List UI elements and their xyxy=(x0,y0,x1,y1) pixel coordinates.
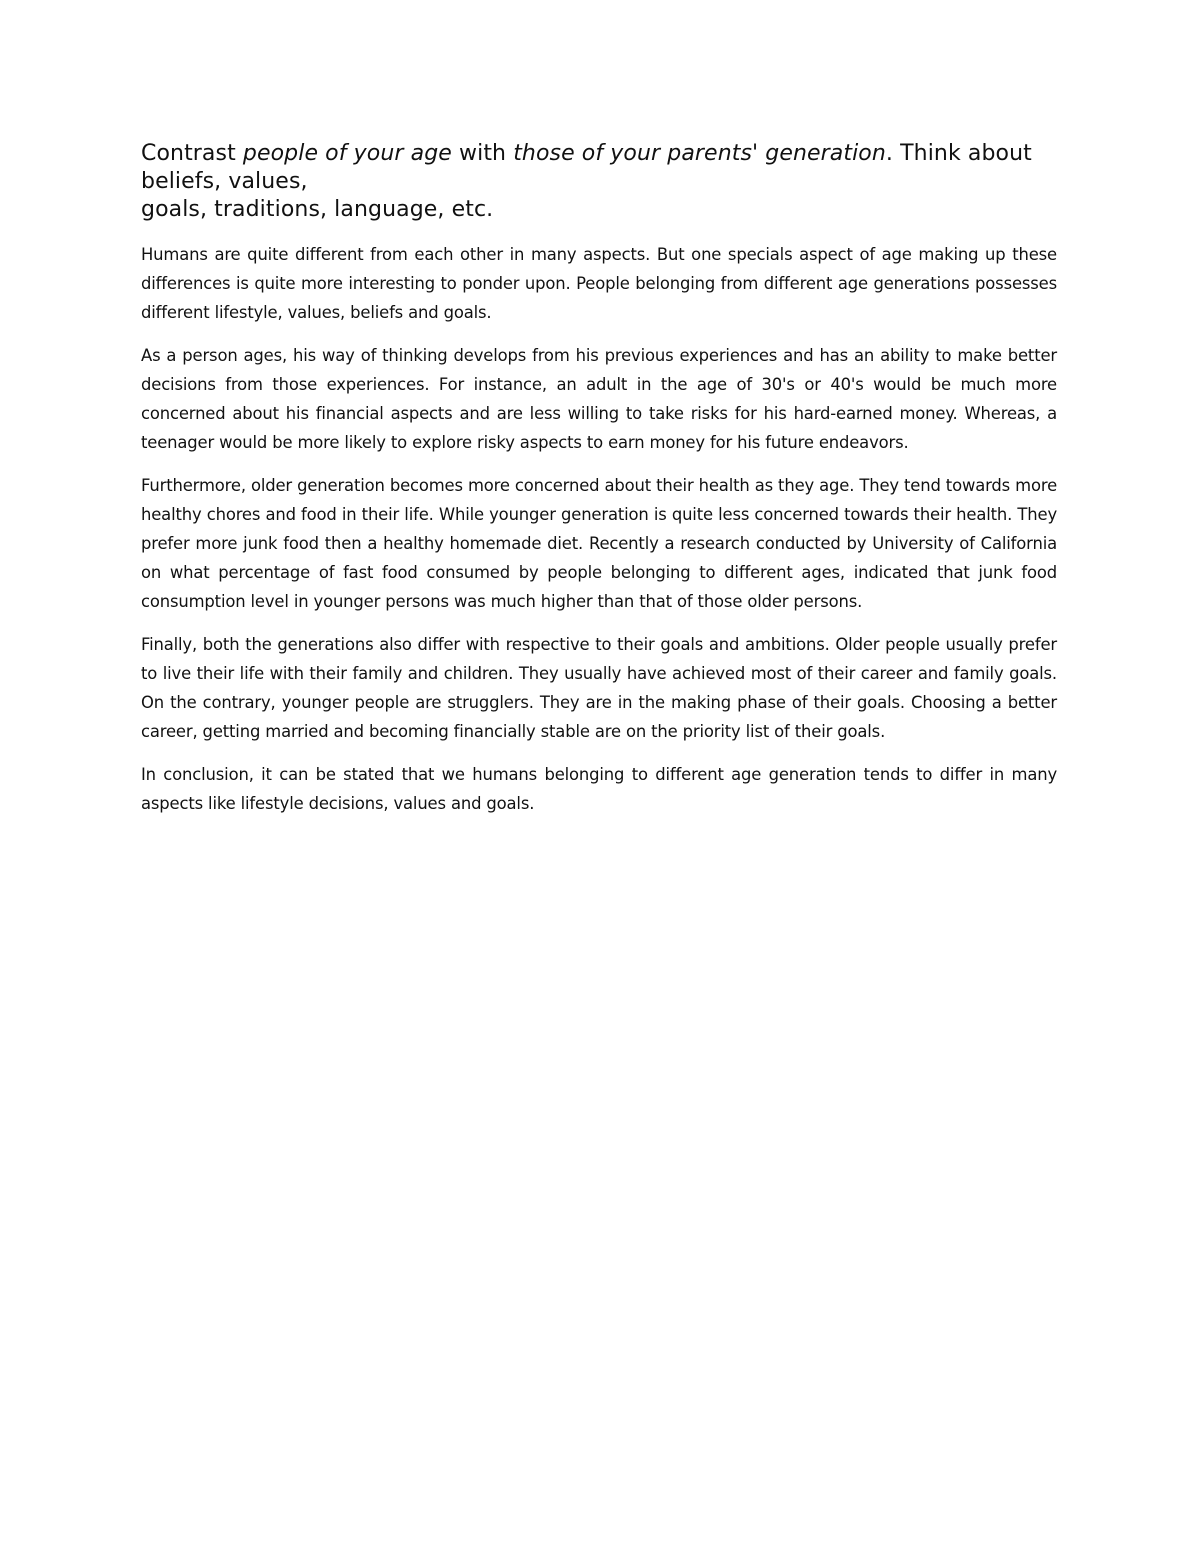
title-text: Contrast xyxy=(141,141,243,166)
paragraph-goals: Finally, both the generations also differ with respective to their goals and ambitions. Older people usually prefer to live their life with their family and children. They usually have achieved most of their career and family goals. On the contrary, younger people are strugglers. They are in the making phase of their goals. Choosing a better career, getting married and becoming financially stable are on the priority list of their goals. xyxy=(141,635,1057,741)
title-text: . Think about beliefs, values, xyxy=(141,141,1032,194)
paragraph-conclusion: In conclusion, it can be stated that we humans belonging to different age generation tends to differ in many aspects like lifestyle decisions, values and goals. xyxy=(141,765,1057,813)
title-text: goals, traditions, language, etc. xyxy=(141,197,494,222)
paragraph-intro: Humans are quite different from each other in many aspects. But one specials aspect of age making up these differences is quite more interesting to ponder upon. People belonging from different age generations possesses different lifestyle, values, beliefs and goals. xyxy=(141,245,1057,322)
title-italic-text: those of your parents' generation xyxy=(513,141,886,166)
document-body xyxy=(141,140,1057,832)
title-italic-text: people of your age xyxy=(242,141,452,166)
paragraph-health: Furthermore, older generation becomes more concerned about their health as they age. They tend towards more healthy chores and food in their life. While younger generation is quite less concerned towards their health. They prefer more junk food then a healthy homemade diet. Recently a research conducted by University of California on what percentage of fast food consumed by people belonging to different ages, indicated that junk food consumption level in younger persons was much higher than that of those older persons. xyxy=(141,476,1057,611)
document-title xyxy=(141,140,1057,224)
paragraph-thinking: As a person ages, his way of thinking develops from his previous experiences and has an ability to make better decisions from those experiences. For instance, an adult in the age of 30's or 40's would be much more concerned about his financial aspects and are less willing to take risks for his hard-earned money. Whereas, a teenager would be more likely to explore risky aspects to earn money for his future endeavors. xyxy=(141,346,1057,452)
title-text: with xyxy=(451,141,514,166)
